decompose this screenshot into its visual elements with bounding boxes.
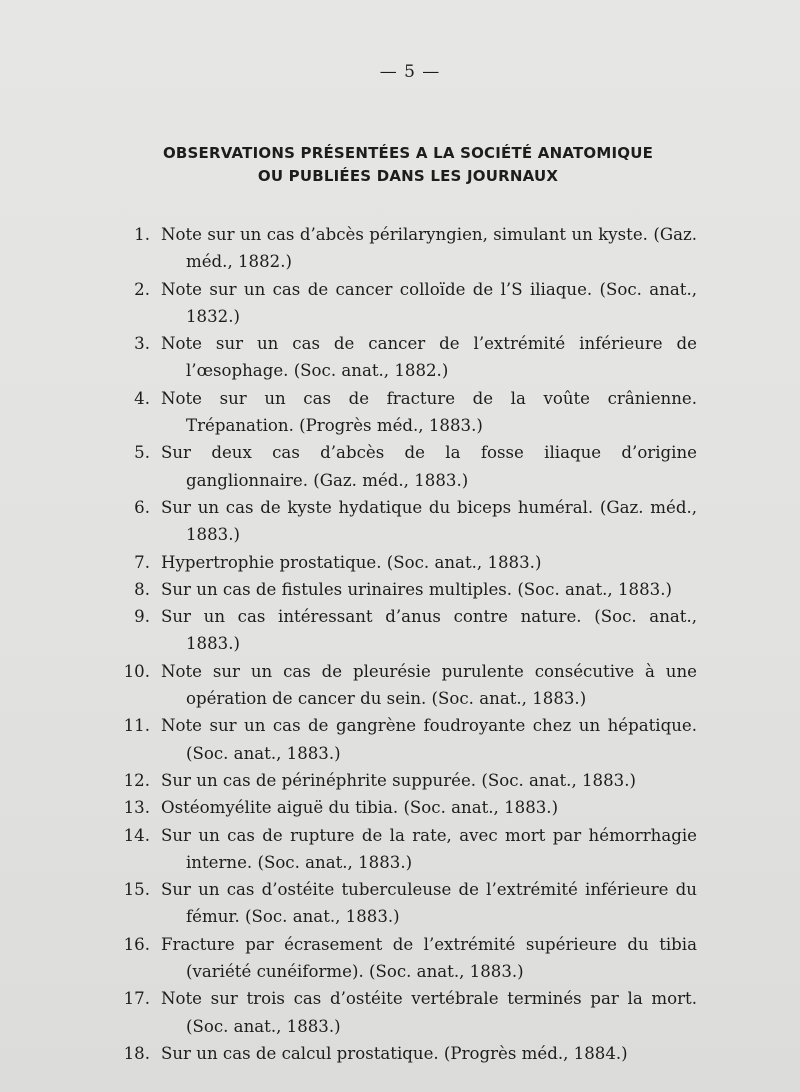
item-text: Sur un cas de périnéphrite suppurée. (Soc. anat., 1883.) — [161, 770, 636, 790]
item-text: Note sur un cas de pleurésie purulente consécutive à une opération de cancer du sein. (Soc. anat., 1883.) — [161, 661, 697, 709]
item-number: 1. — [134, 225, 150, 244]
item-text: Sur un cas de calcul prostatique. (Progrès méd., 1884.) — [161, 1043, 628, 1063]
item-number: 4. — [134, 388, 150, 408]
list-item — [0, 1040, 800, 1067]
item-text: Hypertrophie prostatique. (Soc. anat., 1883.) — [161, 552, 542, 572]
item-text: Sur deux cas d’abcès de la fosse iliaque d’origine ganglionnaire. (Gaz. méd., 1883.) — [161, 443, 697, 490]
heading-line-1: OBSERVATIONS PRÉSENTÉES A LA SOCIÉTÉ ANATOMIQUE — [162, 144, 654, 162]
item-number: 8. — [134, 579, 150, 599]
item-number: 9. — [134, 607, 150, 627]
list-item — [0, 876, 800, 931]
list-item — [0, 603, 800, 658]
item-number: 3. — [134, 334, 150, 354]
item-text: Note sur un cas d’abcès périlaryngien, simulant un kyste. (Gaz. méd., 1882.) — [161, 225, 697, 272]
item-number: 14. — [123, 825, 150, 845]
publication-list — [0, 221, 800, 1067]
list-item — [0, 794, 800, 821]
list-item — [0, 439, 800, 494]
list-item — [0, 276, 800, 331]
list-item — [0, 712, 800, 767]
item-number: 15. — [123, 880, 150, 900]
item-number: 13. — [123, 798, 150, 818]
item-text: Fracture par écrasement de l’extrémité supérieure du tibia (variété cunéiforme). (Soc. anat., 1883.) — [161, 934, 697, 982]
item-text: Ostéomyélite aiguë du tibia. (Soc. anat., 1883.) — [161, 798, 559, 818]
item-number: 16. — [123, 934, 150, 954]
list-item — [0, 494, 800, 549]
heading-line-2: OU PUBLIÉES DANS LES JOURNAUX — [257, 167, 559, 185]
page-number: — 5 — — [379, 62, 441, 82]
item-number: 2. — [134, 279, 150, 299]
item-text: Note sur un cas de cancer colloïde de l’S iliaque. (Soc. anat., 1832.) — [161, 279, 697, 326]
list-item — [0, 822, 800, 877]
item-text: Note sur un cas de cancer de l’extrémité inférieure de l’œsophage. (Soc. anat., 1882.) — [161, 334, 697, 381]
item-text: Note sur un cas de gangrène foudroyante chez un hépatique. (Soc. anat., 1883.) — [161, 716, 697, 763]
item-number: 6. — [134, 497, 150, 517]
item-number: 12. — [123, 770, 150, 790]
list-item — [0, 576, 800, 603]
list-item — [0, 658, 800, 713]
item-number: 10. — [123, 661, 150, 681]
list-item — [0, 767, 800, 794]
item-number: 17. — [123, 989, 150, 1009]
list-item — [0, 221, 800, 276]
list-item — [0, 330, 800, 385]
item-text: Sur un cas intéressant d’anus contre nature. (Soc. anat., 1883.) — [161, 607, 697, 654]
item-number: 7. — [134, 552, 150, 572]
item-number: 5. — [134, 443, 150, 463]
item-text: Sur un cas d’ostéite tuberculeuse de l’extrémité inférieure du fémur. (Soc. anat., 1883.) — [161, 880, 697, 927]
list-item — [0, 385, 800, 440]
item-text: Sur un cas de fistules urinaires multiples. (Soc. anat., 1883.) — [161, 579, 672, 599]
item-text: Sur un cas de rupture de la rate, avec mort par hémorrhagie interne. (Soc. anat., 1883.) — [161, 825, 697, 872]
list-item — [0, 931, 800, 986]
item-text: Note sur trois cas d’ostéite vertébrale terminés par la mort. (Soc. anat., 1883.) — [161, 989, 697, 1036]
item-number: 11. — [123, 716, 150, 736]
item-text: Sur un cas de kyste hydatique du biceps huméral. (Gaz. méd., 1883.) — [161, 497, 697, 545]
item-number: 18. — [123, 1043, 150, 1063]
list-item — [0, 985, 800, 1040]
item-text: Note sur un cas de fracture de la voûte crânienne. Trépanation. (Progrès méd., 1883.) — [161, 388, 697, 436]
list-item — [0, 549, 800, 576]
section-heading — [0, 142, 800, 188]
